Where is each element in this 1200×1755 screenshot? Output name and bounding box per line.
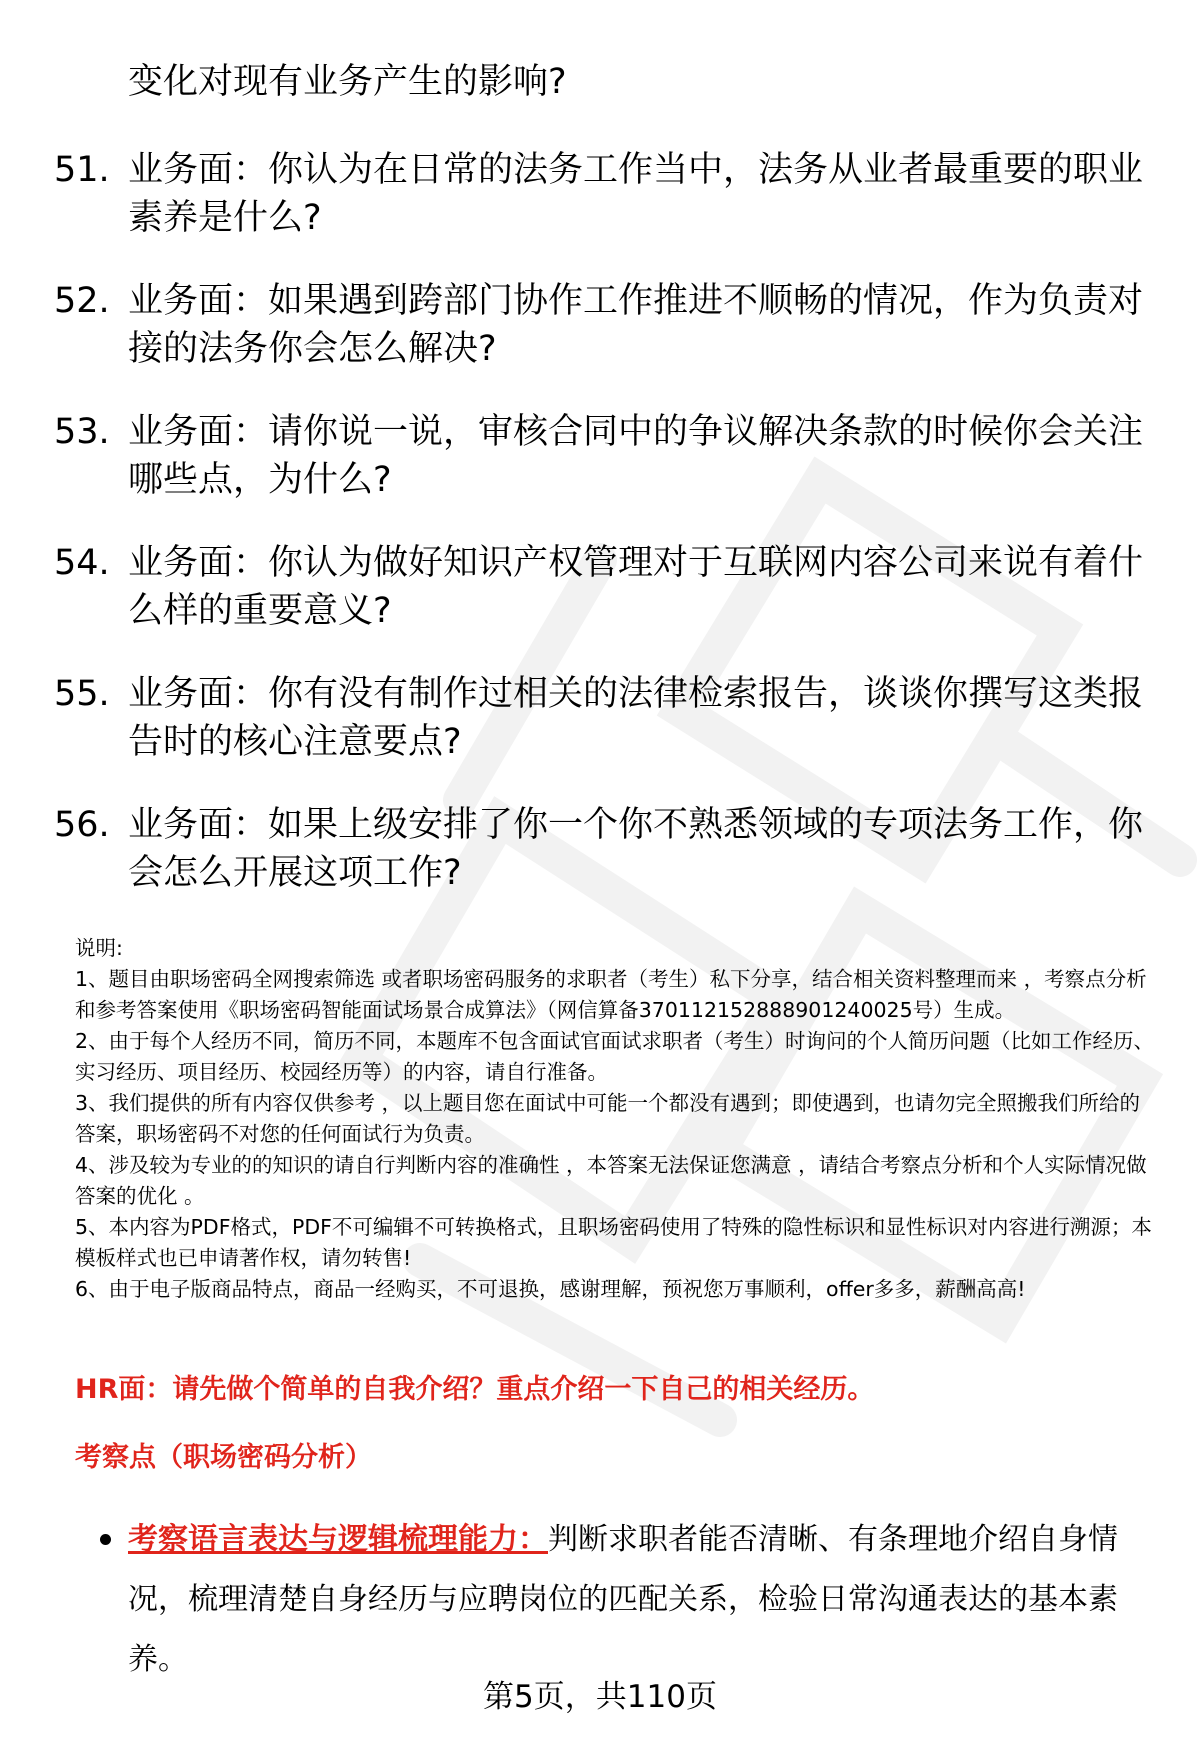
page-footer: 第5页，共110页 bbox=[483, 1679, 717, 1715]
note-item: 3、我们提供的所有内容仅供参考 ，以上题目您在面试中可能一个都没有遇到；即使遇到，也请勿完全照搬我们所给的答案，职场密码不对您的任何面试行为负责。 bbox=[75, 1091, 1141, 1146]
question-item bbox=[54, 539, 1154, 670]
question-text: 业务面：你有没有制作过相关的法律检索报告，谈谈你撰写这类报告时的核心注意要点? bbox=[128, 674, 1144, 762]
question-number: 55. bbox=[54, 674, 110, 714]
question-number: 54. bbox=[54, 543, 110, 583]
bullet-label: 考察语言表达与逻辑梳理能力： bbox=[128, 1522, 548, 1557]
question-continuation: 变化对现有业务产生的影响? bbox=[128, 62, 567, 102]
question-item bbox=[54, 801, 1154, 932]
question-item bbox=[54, 670, 1154, 801]
question-number: 51. bbox=[54, 150, 110, 190]
notes-section bbox=[75, 933, 1155, 1305]
question-text: 业务面：你认为做好知识产权管理对于互联网内容公司来说有着什么样的重要意义? bbox=[128, 543, 1144, 631]
bullet-paragraph bbox=[128, 1510, 1128, 1690]
note-item: 2、由于每个人经历不同，简历不同，本题库不包含面试官面试求职者（考生）时询问的个人简历问题（比如工作经历、实习经历、项目经历、校园经历等）的内容，请自行准备。 bbox=[75, 1029, 1155, 1084]
note-item: 5、本内容为PDF格式，PDF不可编辑不可转换格式，且职场密码使用了特殊的隐性标识和显性标识对内容进行溯源；本模板样式也已申请著作权，请勿转售! bbox=[75, 1215, 1152, 1270]
question-number: 52. bbox=[54, 281, 110, 321]
question-list bbox=[54, 146, 1154, 932]
question-text: 业务面：你认为在日常的法务工作当中，法务从业者最重要的职业素养是什么? bbox=[128, 150, 1144, 238]
question-number: 53. bbox=[54, 412, 110, 452]
question-text: 业务面：请你说一说，审核合同中的争议解决条款的时候你会关注哪些点，为什么? bbox=[128, 412, 1144, 500]
hr-question-heading: HR面：请先做个简单的自我介绍？重点介绍一下自己的相关经历。 bbox=[75, 1374, 875, 1405]
question-number: 56. bbox=[54, 805, 110, 845]
analysis-heading: 考察点（职场密码分析） bbox=[75, 1442, 372, 1473]
note-item: 6、由于电子版商品特点，商品一经购买，不可退换，感谢理解，预祝您万事顺利，offer多多，薪酬高高! bbox=[75, 1277, 1026, 1301]
question-text: 业务面：如果上级安排了你一个你不熟悉领域的专项法务工作，你会怎么开展这项工作? bbox=[128, 805, 1144, 893]
bullet-dot-icon bbox=[100, 1534, 111, 1545]
note-item: 4、涉及较为专业的的知识的请自行判断内容的准确性 ，本答案无法保证您满意 ，请结合考察点分析和个人实际情况做答案的优化 。 bbox=[75, 1153, 1147, 1208]
bullet-body: 判断求职者能否清晰、有条理地介绍自身情况，梳理清楚自身经历与应聘岗位的匹配关系，检验日常沟通表达的基本素养。 bbox=[128, 1522, 1118, 1677]
note-item: 1、题目由职场密码全网搜索筛选 或者职场密码服务的求职者（考生）私下分享，结合相关资料整理而来 ，考察点分析和参考答案使用《职场密码智能面试场景合成算法》（网信算备370112152888901240025号）生成。 bbox=[75, 967, 1147, 1022]
notes-title: 说明: bbox=[75, 936, 123, 960]
question-item bbox=[54, 146, 1154, 277]
question-item bbox=[54, 408, 1154, 539]
question-item bbox=[54, 277, 1154, 408]
question-text: 业务面：如果遇到跨部门协作工作推进不顺畅的情况，作为负责对接的法务你会怎么解决? bbox=[128, 281, 1144, 369]
